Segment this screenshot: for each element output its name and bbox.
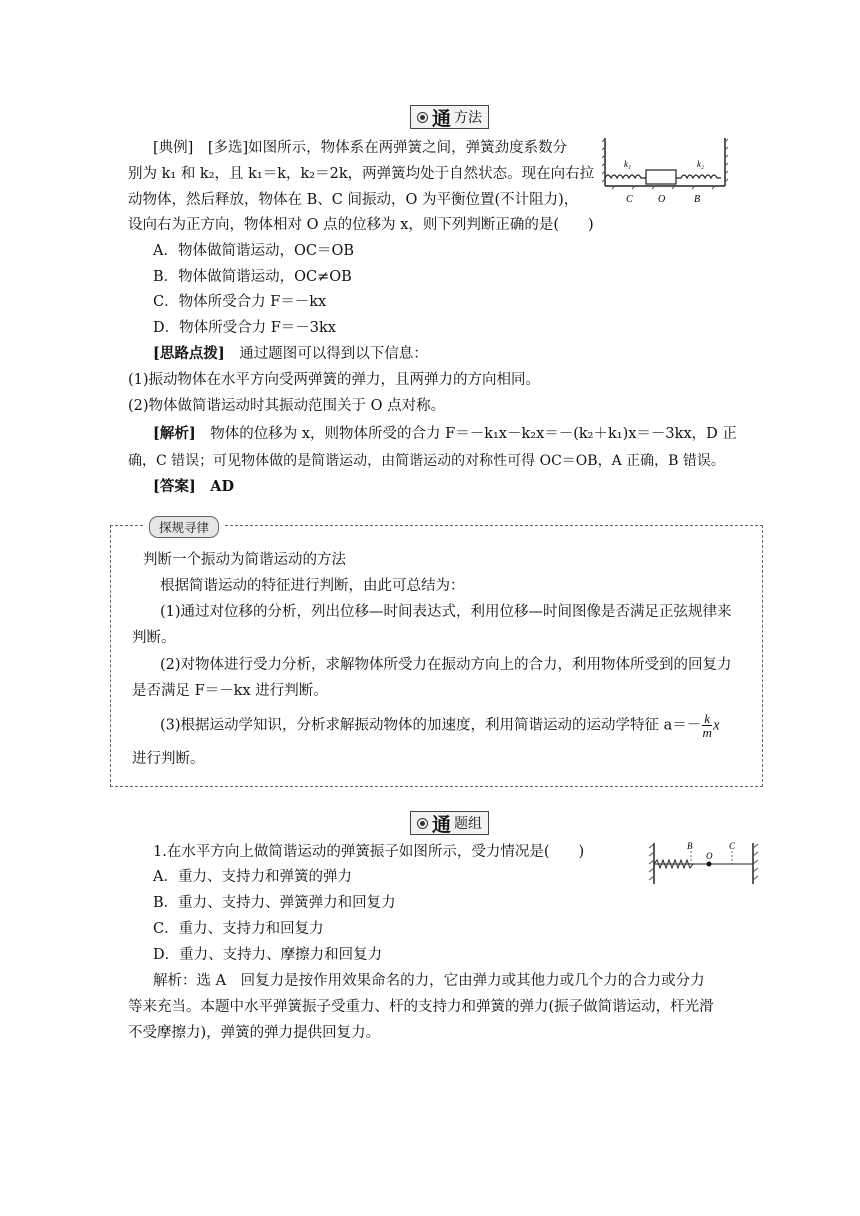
fraction-numerator: k — [704, 711, 711, 726]
label-b-2: B — [687, 841, 693, 851]
rule-p3a-text: (3)根据运动学知识，分析求解振动物体的加速度，利用简谐运动的运动学特征 a＝－ — [160, 717, 702, 734]
fraction-denominator: m — [702, 725, 712, 740]
rule-box-tag-label: 探规寻律 — [149, 516, 219, 538]
example-line-4: 设向右为正方向，物体相对 O 点的位移为 x，则下列判断正确的是( ) — [128, 217, 594, 233]
heading-text-2: 题组 — [454, 816, 483, 832]
option-b: B．物体做简谐运动，OC≠OB — [153, 269, 352, 285]
rule-title: 判断一个振动为简谐运动的方法 — [143, 552, 346, 568]
example-line-1: [典例] [多选]如图所示，物体系在两弹簧之间，弹簧劲度系数分 — [153, 140, 568, 156]
label-k2: k₂ — [697, 159, 705, 169]
example-line-2: 别为 k₁ 和 k₂，且 k₁＝k，k₂＝2k，两弹簧均处于自然状态。现在向右拉 — [128, 166, 595, 182]
rule-p2b: 是否满足 F＝－kx 进行判断。 — [132, 683, 328, 699]
q1-solution-1: 解析：选 A 回复力是按作用效果命名的力，它由弹力或其他力或几个力的合力或分力 — [153, 973, 705, 989]
option-d: D．物体所受合力 F＝－3kx — [153, 320, 336, 336]
fraction-k-over-m — [702, 712, 712, 739]
label-c: C — [626, 194, 633, 205]
rule-p3a — [160, 712, 720, 739]
hint-1: (1)振动物体在水平方向受两弹簧的弹力，且两弹力的方向相同。 — [128, 372, 541, 388]
heading-text: 方法 — [454, 110, 483, 126]
rule-p2a: (2)对物体进行受力分析，求解物体所受力在振动方向上的合力，利用物体所受到的回复力 — [160, 657, 732, 673]
label-o-2: O — [706, 851, 713, 861]
q1-option-c: C．重力、支持力和回复力 — [153, 921, 324, 937]
section-heading-method — [410, 105, 489, 129]
option-a: A．物体做简谐运动，OC＝OB — [153, 243, 354, 259]
q1-solution-3: 不受摩擦力)，弹簧的弹力提供回复力。 — [128, 1025, 381, 1041]
rule-p3-x: x — [713, 717, 720, 734]
rule-p1b: 判断。 — [132, 630, 176, 646]
rule-box-tag — [143, 516, 225, 538]
q1-option-b: B．重力、支持力、弹簧弹力和回复力 — [153, 895, 396, 911]
heading-bullet-icon-2 — [417, 818, 428, 829]
answer-title: [答案] — [153, 478, 196, 495]
hint-text: 通过题图可以得到以下信息： — [224, 346, 428, 362]
spring-oscillator-figure — [648, 838, 760, 888]
label-o: O — [658, 194, 666, 205]
q1-option-d: D．重力、支持力、摩擦力和回复力 — [153, 947, 383, 963]
q1-stem: 1.在水平方向上做简谐运动的弹簧振子如图所示，受力情况是( ) — [153, 844, 585, 860]
q1-solution-2: 等来充当。本题中水平弹簧振子受重力、杆的支持力和弹簧的弹力(振子做简谐运动，杆光滑 — [128, 999, 714, 1015]
q1-option-a: A．重力、支持力和弹簧的弹力 — [153, 869, 352, 885]
example-line-3: 动物体，然后释放，物体在 B、C 间振动，O 为平衡位置(不计阻力)， — [128, 192, 579, 208]
rule-p1a: (1)通过对位移的分析，列出位移—时间表达式，利用位移—时间图像是否满足正弦规律来 — [160, 604, 732, 620]
rule-intro: 根据简谐运动的特征进行判断，由此可总结为： — [160, 578, 465, 594]
hint-line — [153, 344, 428, 364]
heading-big-char-2: 通 — [432, 813, 452, 836]
heading-big-char: 通 — [432, 107, 452, 130]
answer-line — [153, 477, 234, 497]
analysis-text-1: 物体的位移为 x，则物体所受的合力 F＝－k₁x－k₂x＝－(k₂＋k₁)x＝－3kx，D 正 — [195, 426, 737, 442]
hint-2: (2)物体做简谐运动时其振动范围关于 O 点对称。 — [128, 398, 446, 414]
heading-bullet-icon — [417, 112, 428, 123]
analysis-title: [解析] — [153, 425, 196, 442]
two-spring-figure — [602, 134, 742, 206]
label-b: B — [694, 194, 701, 205]
analysis-line-2: 确，C 错误；可见物体做的是简谐运动，由简谐运动的对称性可得 OC＝OB，A 正确，B 错误。 — [128, 453, 725, 469]
option-c: C．物体所受合力 F＝－kx — [153, 294, 327, 310]
section-heading-problems — [410, 811, 489, 835]
rule-p3b: 进行判断。 — [132, 751, 205, 767]
analysis-line-1 — [153, 424, 737, 444]
answer-value: AD — [195, 478, 235, 495]
hint-title: [思路点拨] — [153, 345, 225, 362]
label-k1: k₁ — [624, 159, 632, 169]
label-c-2: C — [729, 841, 736, 851]
